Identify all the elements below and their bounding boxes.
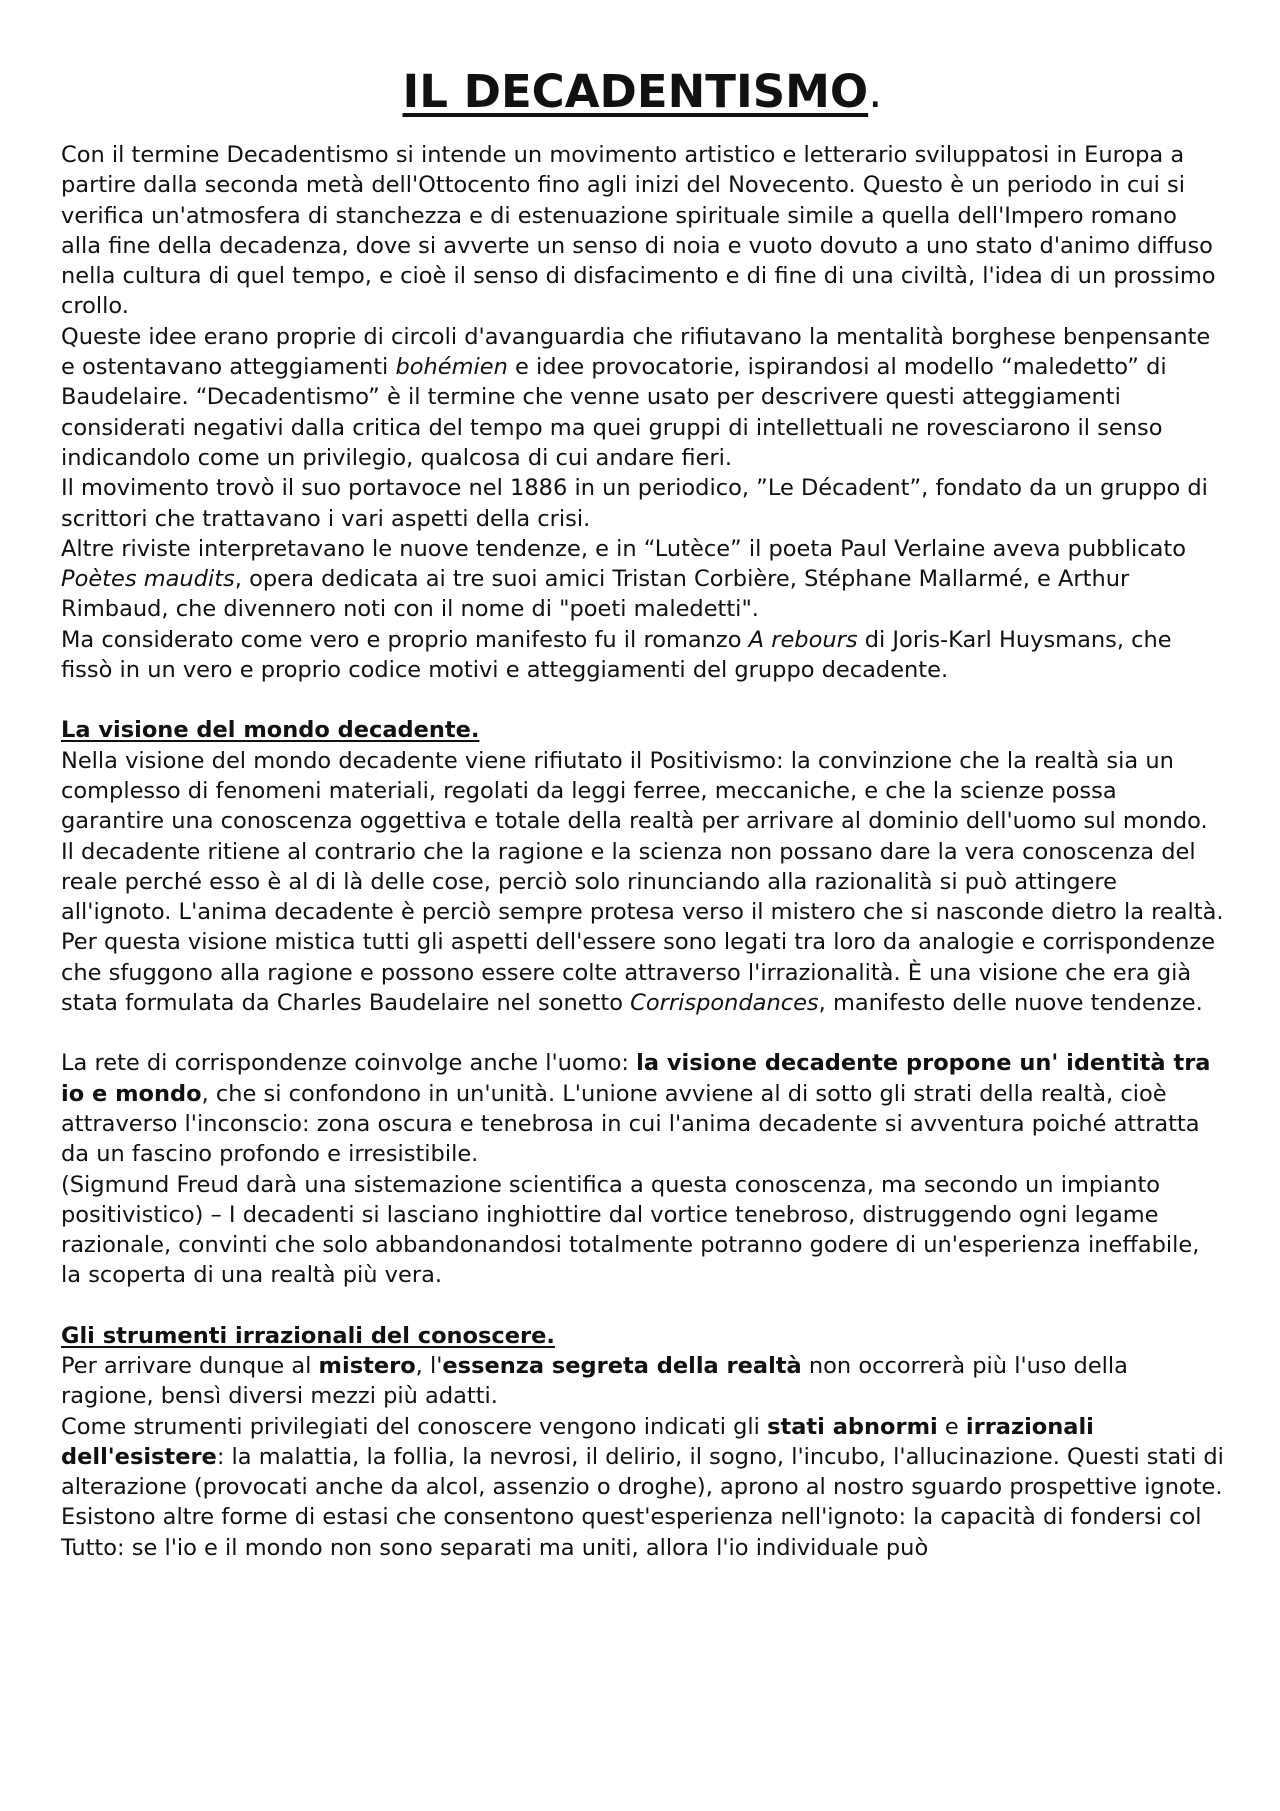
document-body	[61, 140, 1224, 1563]
intro-paragraph: Il movimento trovò il suo portavoce nel 1886 in un periodico, ”Le Décadent”, fondato da un gruppo di scrittori che trattavano i vari aspetti della crisi.	[61, 475, 1208, 532]
title-period: .	[868, 65, 883, 118]
section-paragraph: Esistono altre forme di estasi che consentono quest'esperienza nell'ignoto: la capacità di fondersi col Tutto: se l'io e il mondo non sono separati ma uniti, allora l'io individuale può	[61, 1504, 1202, 1561]
intro-paragraph: Altre riviste interpretavano le nuove tendenze, e in “Lutèce” il poeta Paul Verlaine aveva pubblicato Poètes maudits, opera dedicata ai tre suoi amici Tristan Corbière, Stéphane Mallarmé, e Arthur Rimbaud, che divennero noti con il nome di "poeti maledetti".	[61, 535, 1186, 623]
title-text: IL DECADENTISMO	[402, 65, 869, 118]
intro-paragraph: Con il termine Decadentismo si intende un movimento artistico e letterario sviluppatosi in Europa a partire dalla seconda metà dell'Ottocento fino agli inizi del Novecento. Questo è un periodo in cui si verifica un'atmosfera di stanchezza e di estenuazione spirituale simile a quella dell'Impero romano alla fine della decadenza, dove si avverte un senso di noia e vuoto dovuto a uno stato d'animo diffuso nella cultura di quel tempo, e cioè il senso di disfacimento e di fine di una civiltà, l'idea di un prossimo crollo.	[61, 142, 1216, 320]
section-paragraph: Per questa visione mistica tutti gli aspetti dell'essere sono legati tra loro da analogie e corrispondenze che sfuggono alla ragione e possono essere colte attraverso l'irrazionalità. È una visione che era già stata formulata da Charles Baudelaire nel sonetto Corrispondances, manifesto delle nuove tendenze.	[61, 929, 1216, 1017]
intro-paragraph: Queste idee erano proprie di circoli d'avanguardia che rifiutavano la mentalità borghese benpensante e ostentavano atteggiamenti bohémien e idee provocatorie, ispirandosi al modello “maledetto” di Baudelaire. “Decadentismo” è il termine che venne usato per descrivere questi atteggiamenti considerati negativi dalla critica del tempo ma quei gruppi di intellettuali ne rovesciarono il senso indicandolo come un privilegio, qualcosa di cui andare fieri.	[61, 323, 1211, 471]
intro-paragraph: Ma considerato come vero e proprio manifesto fu il romanzo A rebours di Joris-Karl Huysmans, che fissò in un vero e proprio codice motivi e atteggiamenti del gruppo decadente.	[61, 626, 1172, 684]
document-title	[61, 58, 1224, 126]
section-heading-visione: La visione del mondo decadente.	[61, 717, 480, 744]
section-paragraph: Il decadente ritiene al contrario che la ragione e la scienza non possano dare la vera conoscenza del reale perché esso è al di là delle cose, perciò solo rinunciando alla razionalità si può attingere all'ignoto. L'anima decadente è perciò sempre protesa verso il mistero che si nasconde dietro la realtà.	[61, 838, 1224, 926]
section-heading-strumenti: Gli strumenti irrazionali del conoscere.	[61, 1322, 555, 1349]
section-paragraph: La rete di corrispondenze coinvolge anche l'uomo: la visione decadente propone un' identità tra io e mondo, che si confondono in un'unità. L'unione avviene al di sotto gli strati della realtà, cioè attraverso l'inconscio: zona oscura e tenebrosa in cui l'anima decadente si avventura poiché attratta da un fascino profondo e irresistibile.	[61, 1050, 1211, 1168]
section-paragraph: Come strumenti privilegiati del conoscere vengono indicati gli stati abnormi e irrazionali dell'esistere: la malattia, la follia, la nevrosi, il delirio, il sogno, l'incubo, l'allucinazione. Questi stati di alterazione (provocati anche da alcol, assenzio o droghe), aprono al nostro sguardo prospettive ignote.	[61, 1413, 1224, 1501]
section-paragraph: Per arrivare dunque al mistero, l'essenza segreta della realtà non occorrerà più l'uso della ragione, bensì diversi mezzi più adatti.	[61, 1352, 1128, 1410]
section-paragraph: (Sigmund Freud darà una sistemazione scientifica a questa conoscenza, ma secondo un impianto positivistico) – I decadenti si lasciano inghiottire dal vortice tenebroso, distruggendo ogni legame razionale, convinti che solo abbandonandosi totalmente potranno godere di un'esperienza ineffabile, la scoperta di una realtà più vera.	[61, 1171, 1200, 1289]
paragraph-gap	[61, 1018, 1224, 1048]
section-paragraph: Nella visione del mondo decadente viene rifiutato il Positivismo: la convinzione che la realtà sia un complesso di fenomeni materiali, regolati da leggi ferree, meccaniche, e che la scienze possa garantire una conoscenza oggettiva e totale della realtà per arrivare al dominio dell'uomo sul mondo.	[61, 747, 1208, 835]
